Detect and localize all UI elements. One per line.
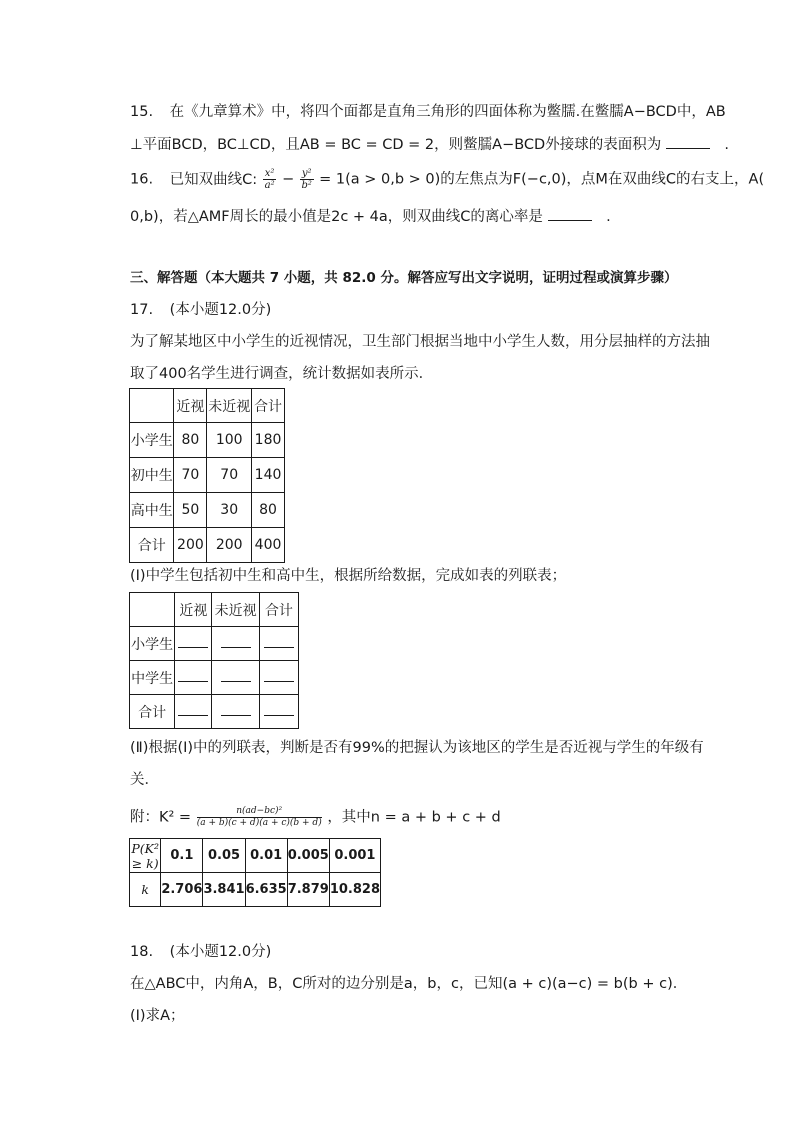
table-row [130, 389, 285, 423]
q16-frac-y-num: y² [301, 168, 312, 179]
q17-part2-line1: (Ⅱ)根据(Ⅰ)中的列联表，判断是否有99%的把握认为该地区的学生是否近视与学生的年级有 [130, 740, 704, 756]
table1-cell: 70 [174, 458, 207, 493]
table3-p-cell: 0.01 [245, 839, 287, 873]
table3-k-cell: 10.828 [329, 873, 380, 907]
table1-cell: 30 [207, 493, 252, 528]
table1-cell: 初中生 [130, 458, 174, 493]
q16-number: 16. [130, 171, 154, 188]
q17-intro1: 为了解某地区中小学生的近视情况，卫生部门根据当地中小学生人数，用分层抽样的方法抽 [130, 334, 710, 350]
table2-blank-cell[interactable] [259, 627, 298, 661]
section3-heading: 三、解答题（本大题共 7 小题，共 82.0 分。解答应写出文字说明，证明过程或演算步骤） [130, 270, 678, 286]
table2-blank-cell[interactable] [175, 661, 212, 695]
q16-minus: − [282, 171, 295, 188]
table-row [130, 695, 299, 729]
q16-frac-x-den: a² [264, 180, 275, 191]
table-row [130, 873, 381, 907]
q15-text-line1: 在《九章算术》中，将四个面都是直角三角形的四面体称为鳖臑.在鳖臑A−BCD中，AB [169, 104, 726, 120]
q16-frac-x [263, 168, 277, 191]
q17-table2 [129, 592, 299, 729]
appendix-fraction [197, 806, 322, 829]
table1-header-cell: 未近视 [207, 389, 252, 423]
q17-part1: (Ⅰ)中学生包括初中生和高中生，根据所给数据，完成如表的列联表； [130, 568, 567, 584]
table1-cell: 180 [252, 423, 285, 458]
table1-cell: 80 [252, 493, 285, 528]
q17-appendix [130, 806, 501, 829]
q16-post: = 1(a > 0,b > 0)的左焦点为F(−c,0)，点M在双曲线C的右支上，A( [319, 171, 765, 188]
q15-number: 15. [130, 104, 154, 120]
table1-header-cell [130, 389, 174, 423]
table2-header-cell: 合计 [259, 593, 298, 627]
q16-line2 [130, 206, 611, 227]
table2-blank-cell[interactable] [175, 695, 212, 729]
table-row [130, 423, 285, 458]
table1-header-cell: 合计 [252, 389, 285, 423]
q16-frac-y [300, 168, 314, 191]
table2-blank-cell[interactable] [259, 661, 298, 695]
q17-points: (本小题12.0分) [169, 302, 272, 318]
table1-cell: 400 [252, 528, 285, 563]
table2-blank-cell[interactable] [175, 627, 212, 661]
q18-points: (本小题12.0分) [169, 944, 272, 960]
q15-line2 [130, 134, 729, 155]
table2-blank-cell[interactable] [259, 695, 298, 729]
table1-cell: 合计 [130, 528, 174, 563]
table1-cell: 50 [174, 493, 207, 528]
table3-k-cell: 3.841 [203, 873, 245, 907]
q15-text-line2: ⊥平面BCD，BC⊥CD，且AB = BC = CD = 2，则鳖臑A−BCD外接球的表面积为 [130, 137, 662, 153]
table2-blank-cell[interactable] [212, 661, 259, 695]
q15-line1 [130, 102, 726, 122]
table1-cell: 100 [207, 423, 252, 458]
table2-row-label: 中学生 [130, 661, 175, 695]
table1-cell: 小学生 [130, 423, 174, 458]
table2-header-cell: 未近视 [212, 593, 259, 627]
q17-part2-line2: 关． [130, 772, 159, 788]
table2-row-label: 合计 [130, 695, 175, 729]
table3-k-cell: 6.635 [245, 873, 287, 907]
appendix-num: n(ad−bc)² [197, 806, 322, 818]
q17-header [130, 300, 271, 320]
table-row [130, 493, 285, 528]
table3-k-cell: 7.879 [287, 873, 329, 907]
table-row [130, 593, 299, 627]
q15-answer-blank[interactable] [666, 134, 710, 149]
table1-cell: 高中生 [130, 493, 174, 528]
table3-row-label: k [130, 873, 161, 907]
q16-answer-blank[interactable] [548, 206, 592, 221]
appendix-pre: 附：K² = [130, 809, 192, 826]
table-row [130, 528, 285, 563]
table1-cell: 140 [252, 458, 285, 493]
q16-text-line2: 0,b)，若△AMF周长的最小值是2c + 4a，则双曲线C的离心率是 [130, 209, 543, 225]
appendix-den: (a + b)(c + d)(a + c)(b + d) [196, 818, 322, 828]
table2-header-cell: 近视 [175, 593, 212, 627]
q15-end: . [724, 137, 730, 153]
q18-part1: (Ⅰ)求A； [130, 1008, 185, 1024]
table3-p-cell: 0.05 [203, 839, 245, 873]
table2-header-cell [130, 593, 175, 627]
table1-header-cell: 近视 [174, 389, 207, 423]
table3-p-cell: 0.005 [287, 839, 329, 873]
q18-number: 18. [130, 944, 154, 960]
q16-frac-y-den: b² [301, 180, 312, 191]
q16-pre: 已知双曲线C: [169, 171, 258, 188]
table-row [130, 627, 299, 661]
table2-blank-cell[interactable] [212, 627, 259, 661]
q17-table3 [129, 838, 381, 907]
table-row [130, 839, 381, 873]
table3-p-cell: 0.001 [329, 839, 380, 873]
q17-number: 17. [130, 302, 154, 318]
table2-blank-cell[interactable] [212, 695, 259, 729]
table3-row-label: P(K² ≥ k) [131, 840, 159, 871]
appendix-post: ，其中n = a + b + c + d [327, 809, 501, 826]
table1-cell: 200 [207, 528, 252, 563]
q17-intro2: 取了400名学生进行调查，统计数据如表所示． [130, 366, 434, 382]
table2-row-label: 小学生 [130, 627, 175, 661]
q16-end: . [606, 209, 611, 225]
table-row [130, 458, 285, 493]
table3-p-cell: 0.1 [161, 839, 203, 873]
table1-cell: 200 [174, 528, 207, 563]
table-row [130, 661, 299, 695]
table1-cell: 70 [207, 458, 252, 493]
q18-header [130, 942, 271, 962]
q16-frac-x-num: x² [264, 168, 275, 179]
table1-cell: 80 [174, 423, 207, 458]
q17-table1 [129, 388, 285, 563]
q16-line1 [130, 168, 764, 191]
table3-k-cell: 2.706 [161, 873, 203, 907]
q18-text: 在△ABC中，内角A，B，C所对的边分别是a，b，c，已知(a + c)(a−c) = b(b + c)． [130, 976, 688, 992]
